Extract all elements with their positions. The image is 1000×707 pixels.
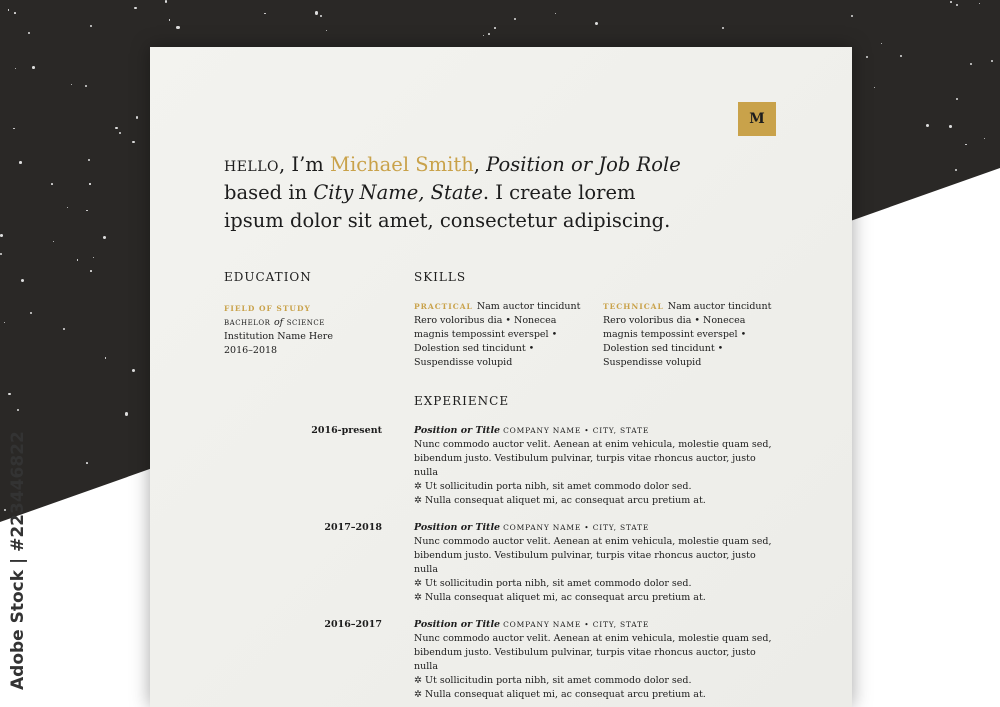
skills-practical: PRACTICAL Nam auctor tincidunt Rero voloribus dia • Nonecea magnis tempossint everspel • Dolestion sed tincidunt • Suspendisse volupid (414, 301, 581, 368)
stock-watermark: Adobe Stock | #223446822 (8, 431, 28, 690)
resume-paper (150, 47, 852, 707)
job-date: 2016-present (311, 425, 382, 436)
job-date: 2017–2018 (324, 522, 382, 533)
job-date: 2016–2017 (324, 619, 382, 630)
skills-technical: TECHNICAL Nam auctor tincidunt Rero voloribus dia • Nonecea magnis tempossint everspel • Dolestion sed tincidunt • Suspendisse volupid (603, 301, 772, 368)
intro-statement: hello, I’m Michael Smith, Position or Job Role based in City Name, State. I create lorem ipsum dolor sit amet, consectetur adipiscing. (224, 153, 681, 232)
name: Michael Smith (330, 153, 474, 176)
monogram-logo: M (738, 102, 776, 136)
experience-heading: EXPERIENCE (414, 394, 510, 408)
education-heading: EDUCATION (224, 270, 312, 284)
job-entry: Position or Title COMPANY NAME • CITY, STATE Nunc commodo auctor velit. Aenean at enim vehicula, molestie quam sed, bibendum justo. Vestibulum pulvinar, turpis vitae rhoncus auctor, justo nulla ✲ Ut sollicitudin porta nibh, sit amet commodo dolor sed. ✲ Nulla consequat aliquet mi, ac consequat arcu pretium at. (414, 522, 772, 603)
job-entry: Position or Title COMPANY NAME • CITY, STATE Nunc commodo auctor velit. Aenean at enim vehicula, molestie quam sed, bibendum justo. Vestibulum pulvinar, turpis vitae rhoncus auctor, justo nulla ✲ Ut sollicitudin porta nibh, sit amet commodo dolor sed. ✲ Nulla consequat aliquet mi, ac consequat arcu pretium at. (414, 425, 772, 506)
education-section: FIELD OF STUDY bachelor of science Institution Name Here 2016–2018 (224, 304, 333, 356)
skills-heading: SKILLS (414, 270, 467, 284)
job-entry: Position or Title COMPANY NAME • CITY, STATE Nunc commodo auctor velit. Aenean at enim vehicula, molestie quam sed, bibendum justo. Vestibulum pulvinar, turpis vitae rhoncus auctor, justo nulla ✲ Ut sollicitudin porta nibh, sit amet commodo dolor sed. ✲ Nulla consequat aliquet mi, ac consequat arcu pretium at. (414, 619, 772, 700)
